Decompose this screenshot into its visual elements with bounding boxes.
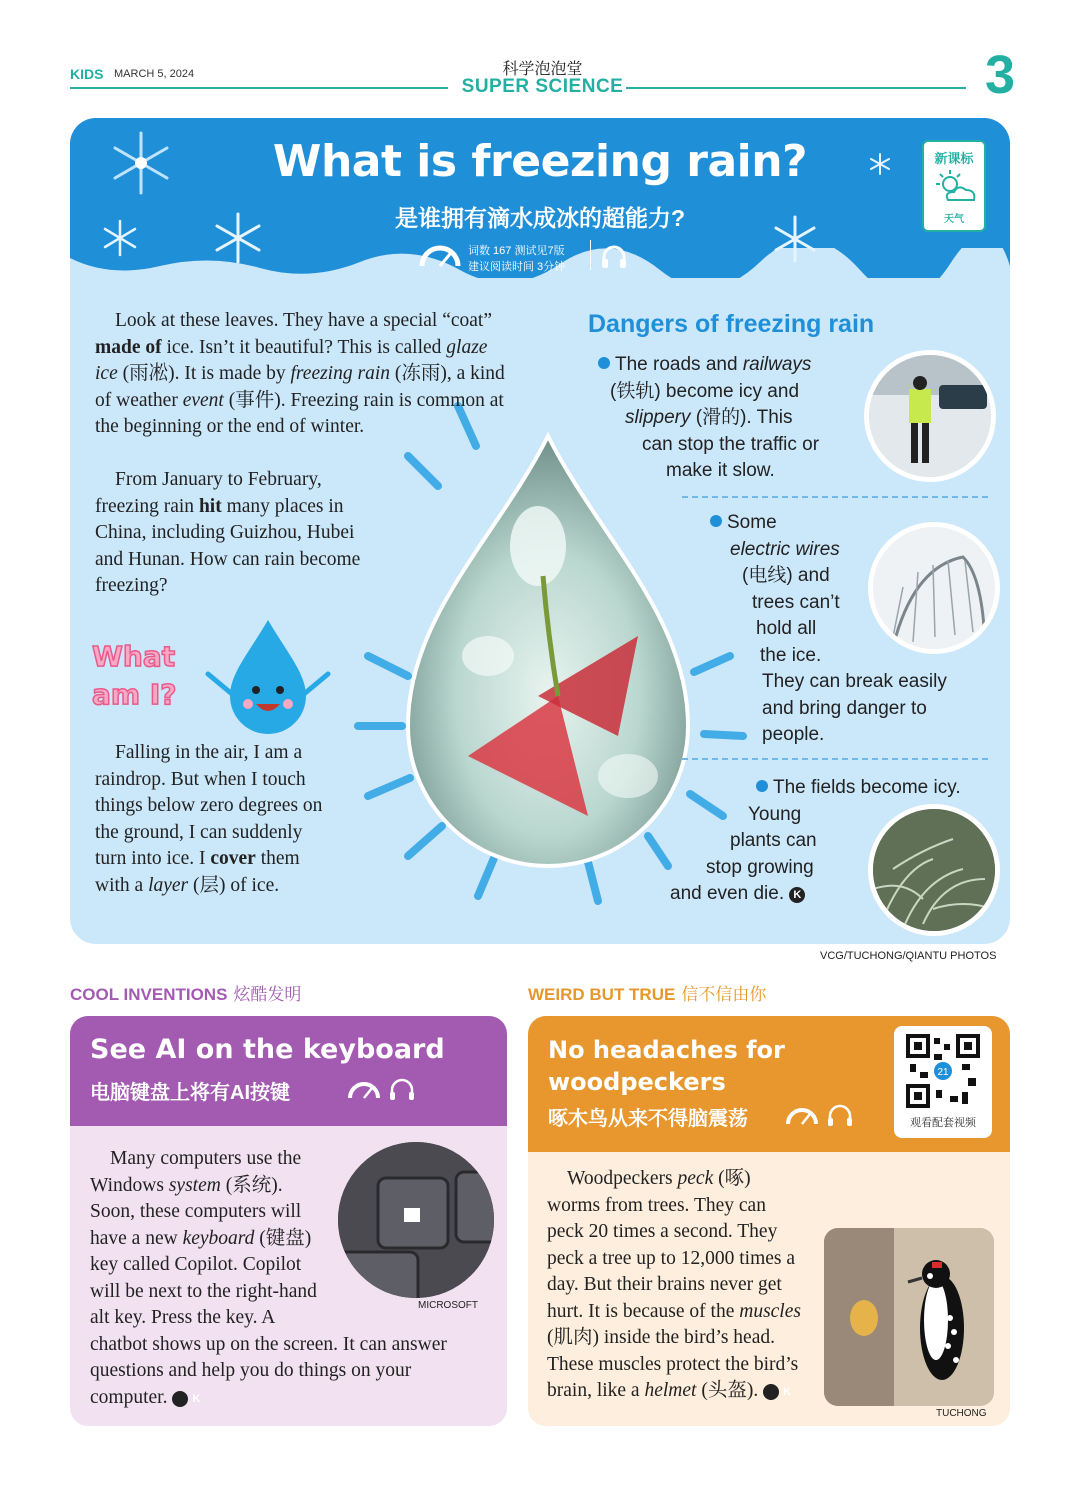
k-logo-icon: K [789, 887, 805, 903]
page-number: 3 [984, 45, 1015, 105]
reading-time: 建议阅读时间 3分钟 [468, 261, 566, 273]
cool-inventions-text [90, 1146, 490, 1411]
danger-fields: The fields become icy. Young plants can stop growing and even die. K [670, 777, 961, 904]
intro-text-2 [95, 467, 385, 600]
icy-grass-image [873, 809, 995, 931]
what-am-i-heading: What am I? [92, 640, 177, 711]
page-header [70, 45, 1015, 105]
weather-icon [934, 168, 978, 206]
traffic-officer-photo [864, 350, 996, 482]
qr-caption: 观看配套视频 [910, 1117, 976, 1129]
qr-code-icon[interactable] [906, 1034, 980, 1108]
curriculum-tag-label: 新课标 [934, 151, 974, 166]
qr-code-box[interactable] [894, 1026, 992, 1138]
danger-wires: Some electric wires (电线) and trees can’t hold all the ice. They can break easily and bring danger to people. [710, 510, 1010, 749]
freezing-rain-panel [70, 118, 1010, 944]
k-logo-icon: K [763, 1384, 779, 1400]
photo-credit-microsoft: MICROSOFT [418, 1300, 478, 1311]
weird-but-true-label: WEIRD BUT TRUE 信不信由你 [528, 985, 767, 1004]
curriculum-tag [922, 140, 986, 232]
card-subtitle: 啄木鸟从来不得脑震荡 [548, 1108, 748, 1130]
intro-paragraph-1: Look at these leaves. They have a special “coat” made of ice. Isn’t it beautiful? This is called glaze ice (雨凇). It is made by freezing rain (冻雨), a kind of weather event (事件). Freezing rain is common at the beginning or the end of winter. [95, 310, 505, 437]
card-header [70, 1016, 507, 1126]
icy-tree-image [873, 527, 995, 649]
icy-tree-photo [868, 522, 1000, 654]
kids-label: KIDS [70, 66, 104, 82]
raindrop-mascot [198, 614, 338, 734]
issue-date: MARCH 5, 2024 [114, 68, 195, 80]
weird-paragraph: Woodpeckers peck (啄) worms from trees. They can peck 20 times a second. They peck a tree up to 12,000 times a day. But their brains never get hurt. It is because of the muscles (肌肉) inside the bird’s head. These muscles protect the bird’s brain, like a helmet (头盔). K [547, 1168, 801, 1401]
card-title: See AI on the keyboard [90, 1034, 445, 1065]
audio-icons[interactable] [348, 1074, 418, 1102]
photo-credit: VCG/TUCHONG/QIANTU PHOTOS [820, 950, 997, 962]
bullet-dot [598, 357, 610, 369]
audio-icons[interactable] [786, 1100, 856, 1128]
dangers-heading: Dangers of freezing rain [588, 310, 875, 338]
riddle-paragraph: Falling in the air, I am a raindrop. But when I touch things below zero degrees on the ground, I can suddenly turn into ice. I cover them with a layer (层) of ice. [95, 742, 323, 896]
icy-grass-photo [868, 804, 1000, 936]
divider [590, 240, 591, 270]
reading-meta [418, 238, 648, 274]
card-header [528, 1016, 1010, 1152]
k-logo-icon: K [172, 1391, 188, 1407]
cool-inventions-label: COOL INVENTIONS 炫酷发明 [70, 985, 302, 1004]
section-title-en: SUPER SCIENCE [461, 76, 624, 97]
text-wrap-spacer [332, 1146, 490, 1320]
bullet-dot [756, 780, 768, 792]
section-title-cn: 科学泡泡堂 [502, 61, 583, 78]
bullet-dot [710, 515, 722, 527]
dashed-divider [682, 758, 988, 760]
traffic-officer-image [869, 355, 991, 477]
title-banner [70, 118, 1010, 278]
intro-text [95, 308, 515, 441]
main-title: What is freezing rain? [272, 136, 808, 187]
weird-but-true-text [547, 1166, 987, 1458]
card-subtitle: 电脑键盘上将有AI按键 [90, 1082, 290, 1104]
word-count: 词数 167 测试见7版 [468, 245, 565, 257]
speedometer-icon [418, 242, 462, 270]
photo-credit-tuchong: TUCHONG [936, 1408, 987, 1419]
cool-paragraph: Many computers use the Windows system (系统). Soon, these computers will have a new keyboard (键盘) key called Copilot. Copilot will be next to the right-hand alt key. Press the key. A chatbot shows up on the screen. It can answer questions and help you do things on your computer. K [90, 1148, 447, 1408]
main-subtitle: 是谁拥有滴水成冰的超能力? [394, 205, 686, 231]
headphones-icon[interactable] [600, 242, 628, 270]
curriculum-tag-topic: 天气 [944, 214, 964, 225]
intro-paragraph-2: From January to February, freezing rain hit many places in China, including Guizhou, Hubei and Hunan. How can rain become freezing? [95, 469, 361, 596]
text-wrap-spacer [803, 1218, 987, 1458]
qr-badge-number: 21 [937, 1067, 949, 1078]
dashed-divider [682, 496, 988, 498]
card-title: No headaches for woodpeckers [548, 1036, 785, 1096]
riddle-text [95, 740, 325, 899]
danger-roads: The roads and railways (铁轨) become icy and slippery (滑的). This can stop the traffic or make it slow. [598, 352, 878, 485]
